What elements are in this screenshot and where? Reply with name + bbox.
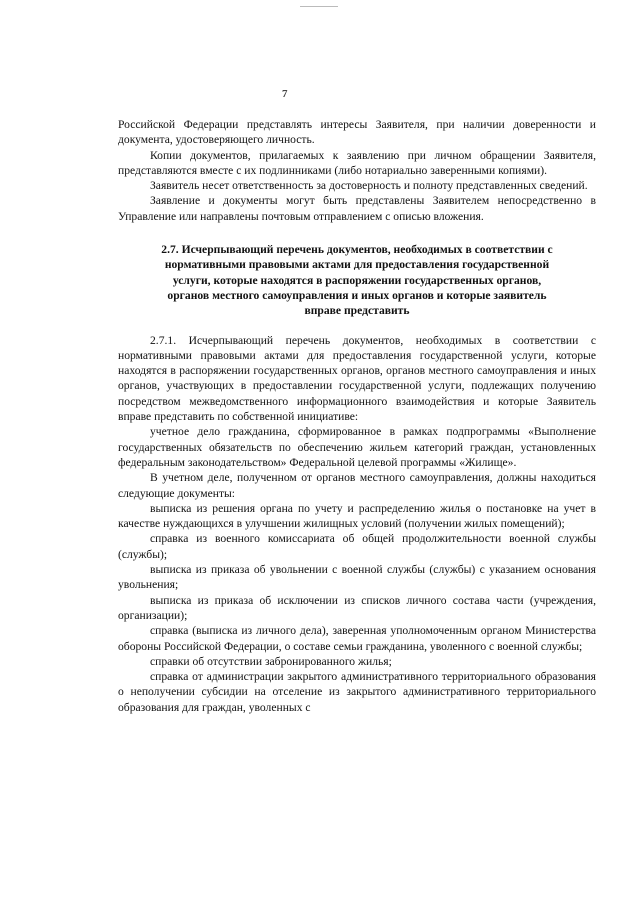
scan-mark xyxy=(300,6,338,7)
page-number: 7 xyxy=(282,88,289,100)
list-item: справка от администрации закрытого административного территориального образования о неполучении субсидии на отселение из закрытого административного территориального образования для граждан, уволенных с xyxy=(118,670,596,714)
section-heading-line: 2.7. Исчерпывающий перечень документов, необходимых в соответствии с xyxy=(161,243,553,257)
list-item: выписка из приказа об увольнении с военной службы (службы) с указанием основания увольнения; xyxy=(118,563,596,592)
intro-paragraph-1: Российской Федерации представлять интересы Заявителя, при наличии доверенности и документа, удостоверяющего личность. xyxy=(118,118,596,147)
intro-paragraph-4: Заявление и документы могут быть представлены Заявителем непосредственно в Управление или направлены почтовым отправлением с описью вложения. xyxy=(118,194,596,223)
document-body xyxy=(118,117,596,715)
intro-paragraph-3: Заявитель несет ответственность за достоверность и полноту представленных сведений. xyxy=(150,179,588,193)
paragraph-2-7-1: 2.7.1. Исчерпывающий перечень документов, необходимых в соответствии с нормативными правовыми актами для предоставления государственной услуги, которые находятся в распоряжении государственных органов, органов местного самоуправления и иных органов, участвующих в предоставлении государственной услуги, подлежащих получению посредством межведомственного информационного взаимодействия и которые Заявитель вправе представить по собственной инициативе: xyxy=(118,333,596,424)
section-heading xyxy=(118,242,596,318)
section-heading-line: органов местного самоуправления и иных органов и которые заявитель xyxy=(167,288,547,302)
list-item: справка (выписка из личного дела), заверенная уполномоченным органом Министерства обороны Российской Федерации, о составе семьи гражданина, уволенного с военной службы; xyxy=(118,624,596,653)
list-item: выписка из решения органа по учету и распределению жилья о постановке на учет в качестве нуждающихся в улучшении жилищных условий (получении жилых помещений); xyxy=(118,501,596,531)
list-item: выписка из приказа об исключении из списков личного состава части (учреждения, организации); xyxy=(118,593,596,622)
paragraph-v-uchetnom-dele: В учетном деле, полученном от органов местного самоуправления, должны находиться следующие документы: xyxy=(118,471,596,500)
intro-paragraph-2: Копии документов, прилагаемых к заявлению при личном обращении Заявителя, представляются вместе с их подлинниками (либо нотариально заверенными копиями). xyxy=(118,148,596,177)
list-item: справки об отсутствии забронированного жилья; xyxy=(150,654,392,668)
section-heading-line: услуги, которые находятся в распоряжении государственных органов, xyxy=(172,273,542,287)
paragraph-uchetnoe-delo: учетное дело гражданина, сформированное в рамках подпрограммы «Выполнение государственных обязательств по обеспечению жильем категорий граждан, установленных федеральным законодательством» Федеральной целевой программы «Жилище». xyxy=(118,425,596,469)
section-heading-line: вправе представить xyxy=(304,304,410,318)
section-heading-line: нормативными правовыми актами для предоставления государственной xyxy=(164,258,550,272)
list-item: справка из военного комиссариата об общей продолжительности военной службы (службы); xyxy=(118,532,596,561)
